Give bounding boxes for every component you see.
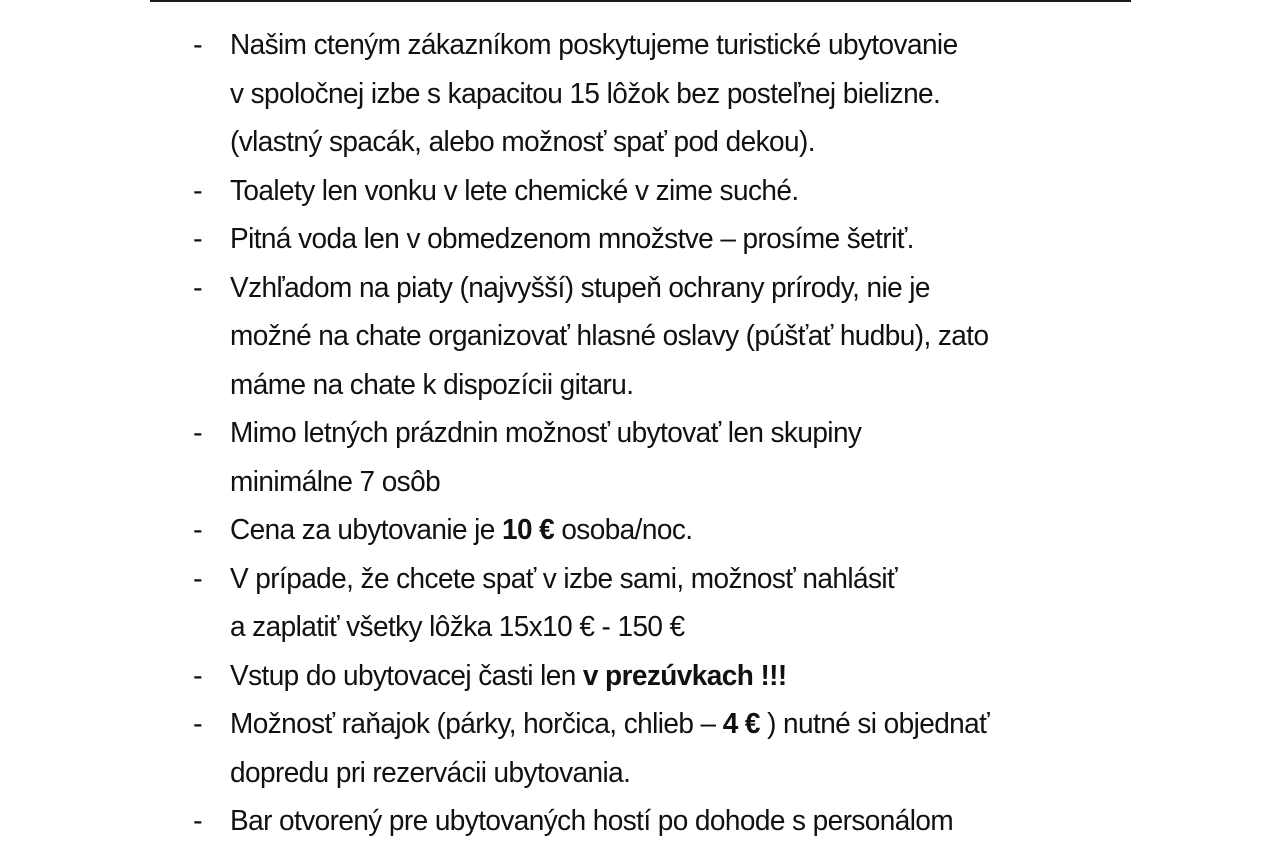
bullet-dash: - xyxy=(193,29,203,61)
text-segment: osoba/noc. xyxy=(554,514,693,546)
item-text-line: máme na chate k dispozícii gitaru. xyxy=(230,368,634,401)
bullet-dash: - xyxy=(193,659,203,692)
list-item-slippers xyxy=(0,652,1280,701)
item-text-line: dopredu pri rezervácii ubytovania. xyxy=(230,756,631,789)
item-text-line: Pitná voda len v obmedzenom množstve – prosíme šetriť. xyxy=(230,223,914,255)
list-item-private-room xyxy=(0,555,1280,652)
list-item-toilets xyxy=(0,167,1280,216)
item-text-line xyxy=(230,700,1243,749)
text-segment: Vstup do ubytovacej časti len xyxy=(230,659,583,692)
breakfast-price: 4 € xyxy=(722,708,760,740)
item-text-line: (vlastný spacák, alebo možnosť spať pod dekou). xyxy=(230,126,815,158)
item-text-line: v spoločnej izbe s kapacitou 15 lôžok bez posteľnej bielizne. xyxy=(230,77,941,110)
list-item-accommodation xyxy=(0,21,1280,167)
list-item-group-minimum xyxy=(0,409,1280,506)
bullet-dash: - xyxy=(193,417,203,449)
bullet-dash: - xyxy=(193,174,203,207)
list-item-nature-protection xyxy=(0,264,1280,410)
bullet-dash: - xyxy=(193,223,203,255)
list-item-breakfast xyxy=(0,700,1280,797)
top-horizontal-rule xyxy=(150,0,1131,2)
item-text-line: a zaplatiť všetky lôžka 15x10 € - 150 € xyxy=(230,611,685,643)
text-segment: Možnosť raňajok (párky, horčica, chlieb – xyxy=(230,708,723,740)
bullet-dash: - xyxy=(193,514,203,546)
bullet-dash: - xyxy=(193,271,203,304)
item-text-line: Vzhľadom na piaty (najvyšší) stupeň ochrany prírody, nie je xyxy=(230,271,930,304)
text-segment: Cena za ubytovanie je xyxy=(230,514,502,546)
slippers-emphasis: v prezúvkach !!! xyxy=(582,659,787,692)
item-text-line: minimálne 7 osôb xyxy=(230,465,441,498)
item-text-line: Mimo letných prázdnin možnosť ubytovať len skupiny xyxy=(230,417,862,449)
price-per-night: 10 € xyxy=(501,514,555,546)
item-text-line: Toalety len vonku v lete chemické v zime suché. xyxy=(230,174,799,207)
bullet-dash: - xyxy=(193,805,203,837)
bullet-dash: - xyxy=(193,708,203,740)
item-text-line xyxy=(230,652,1243,701)
item-text-line: Bar otvorený pre ubytovaných hostí po dohode s personálom xyxy=(230,805,954,837)
item-text-line: Našim cteným zákazníkom poskytujeme turistické ubytovanie xyxy=(230,29,958,61)
bullet-dash: - xyxy=(193,562,203,595)
item-text-line xyxy=(230,506,1243,555)
list-item-price xyxy=(0,506,1280,555)
list-item-bar xyxy=(0,797,1280,846)
rules-list xyxy=(0,21,1280,846)
item-text-line: V prípade, že chcete spať v izbe sami, možnosť nahlásiť xyxy=(230,562,897,595)
list-item-water xyxy=(0,215,1280,264)
item-text-line: možné na chate organizovať hlasné oslavy (púšťať hudbu), zato xyxy=(230,320,989,352)
text-segment: ) nutné si objednať xyxy=(759,708,990,740)
